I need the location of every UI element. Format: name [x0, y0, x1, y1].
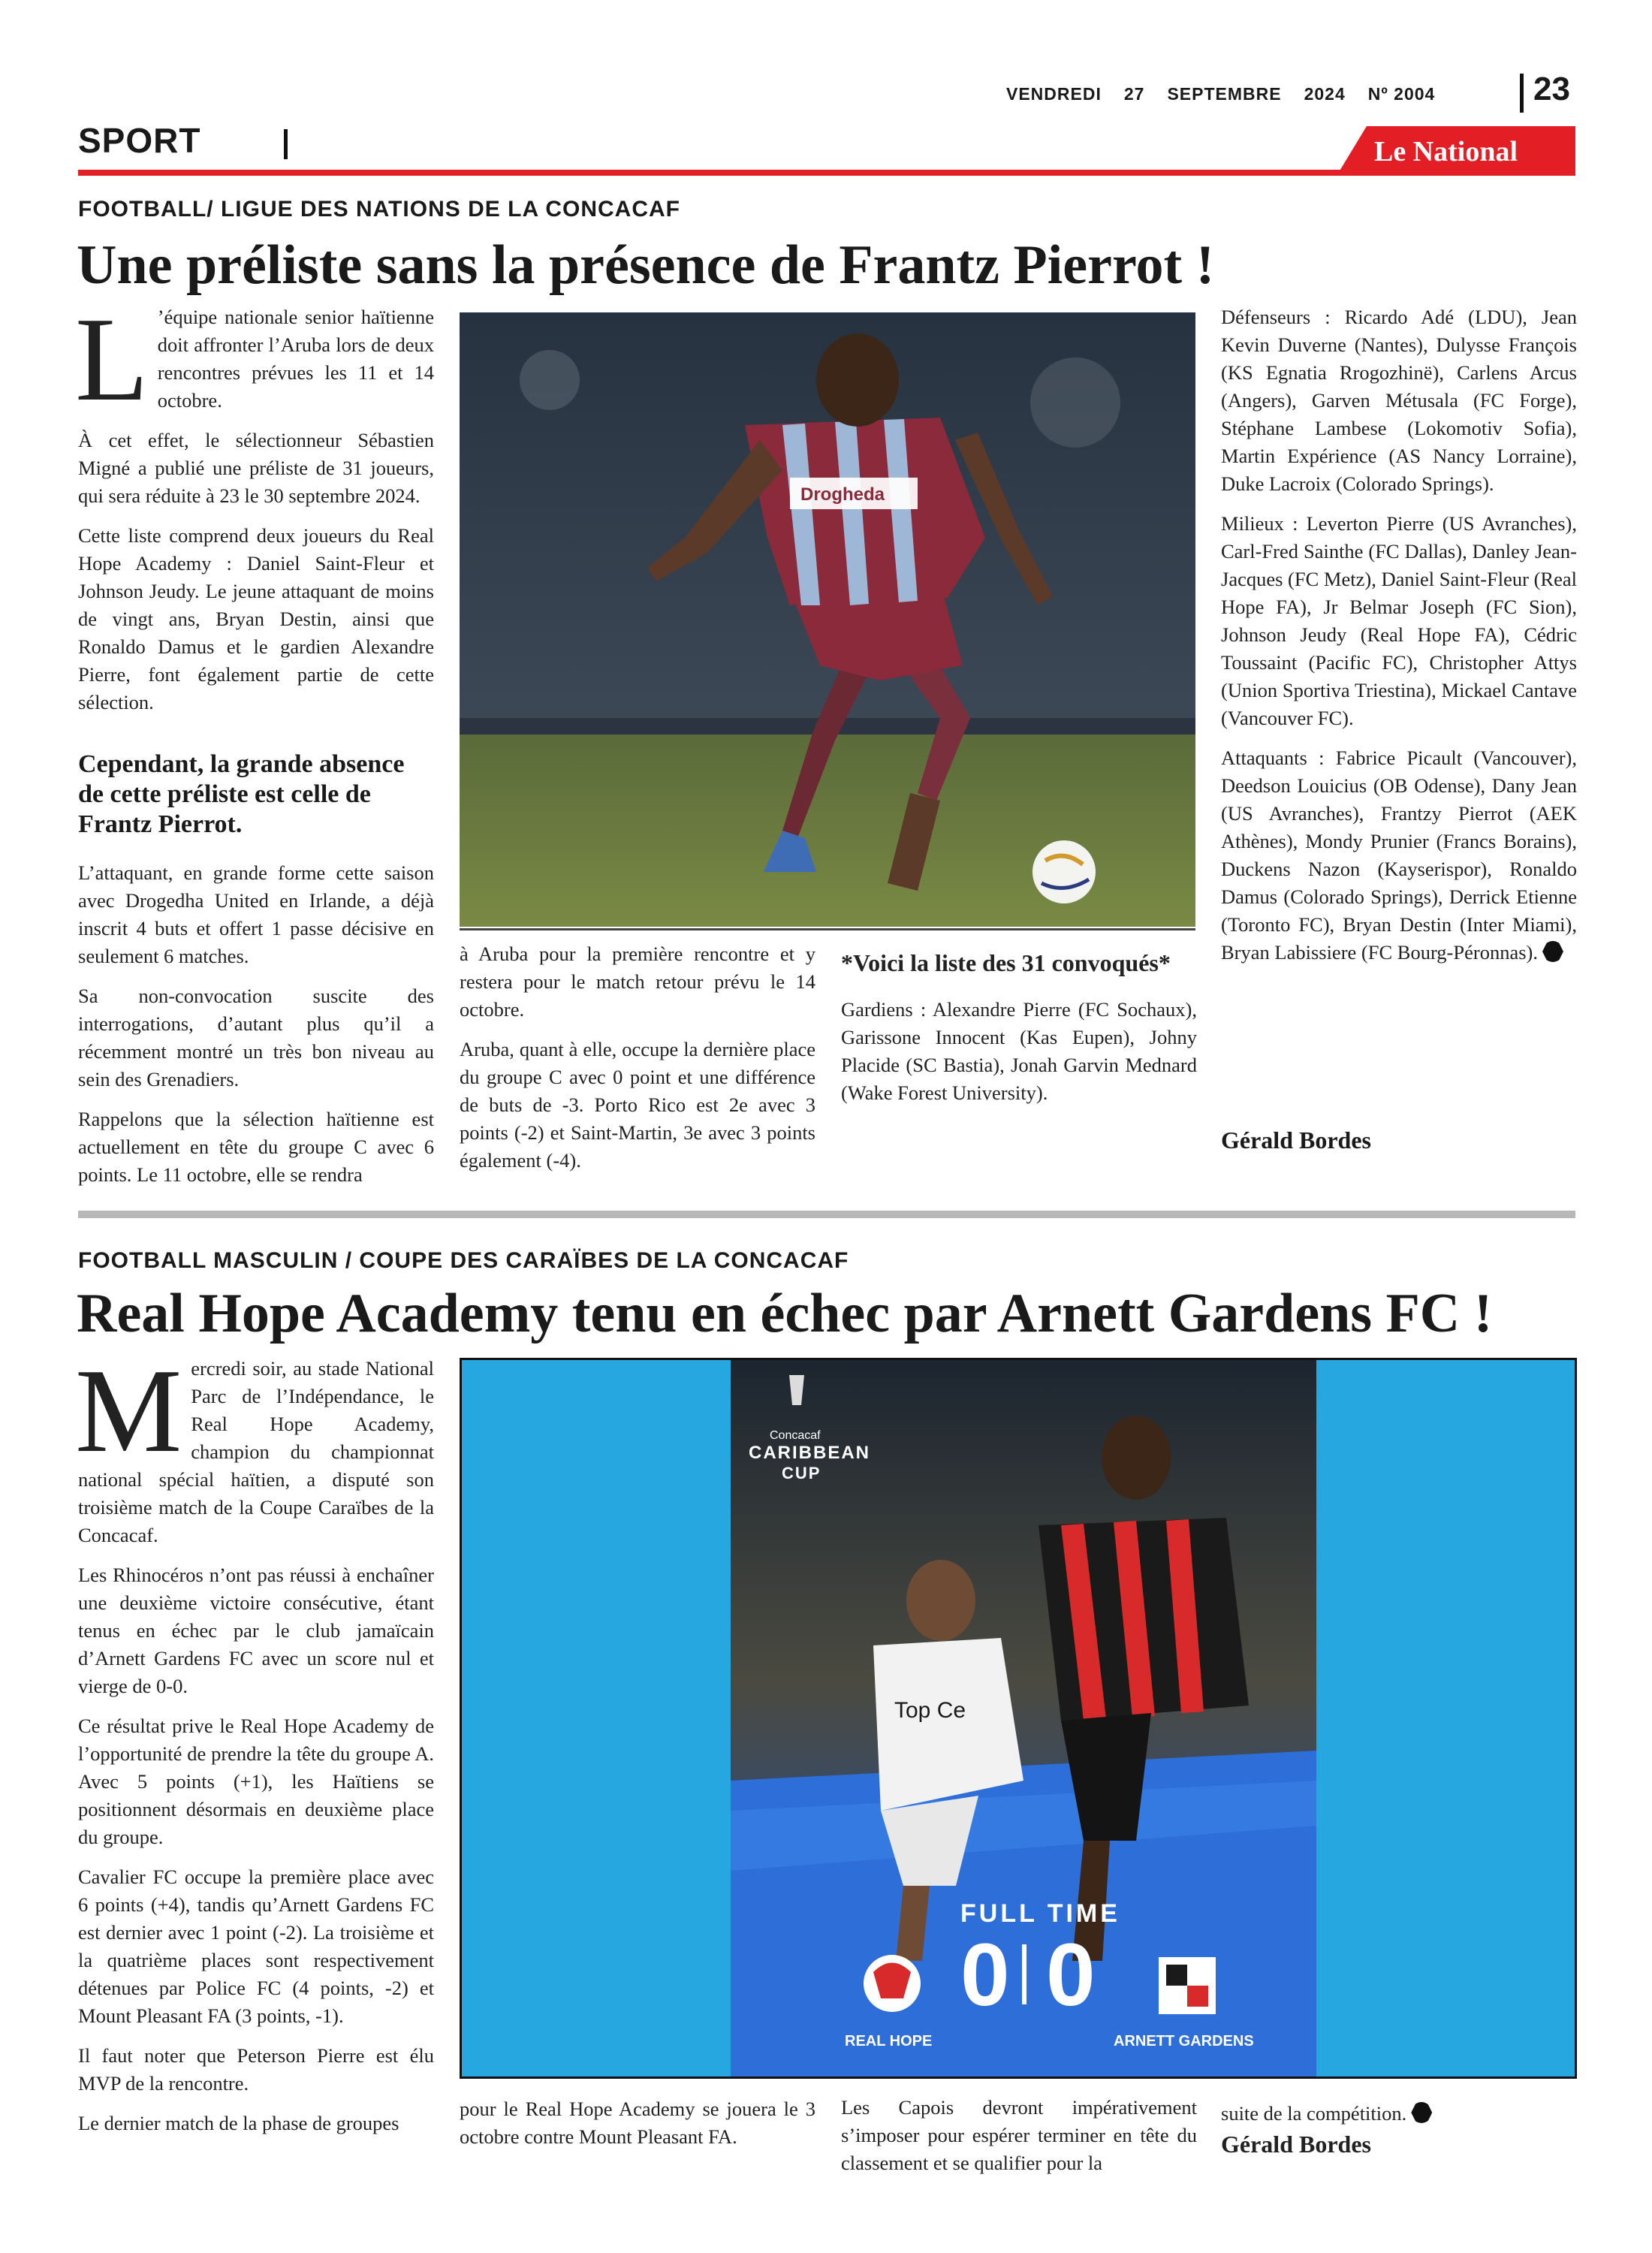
article1-paragraph-5: Sa non-convocation suscite des interrogations, d’autant plus qu’il a récemment montré un très bon niveau au sein des Grenadiers.: [78, 985, 434, 1090]
issue-month: SEPTEMBRE: [1167, 84, 1282, 104]
issue-date: [1006, 84, 1458, 104]
end-of-article-icon: [1542, 941, 1563, 962]
footballer-kicking-illustration: [460, 312, 1195, 927]
photo-caption-rule: [460, 928, 1195, 930]
article1-paragraph-1: ’équipe nationale senior haïtienne doit affronter l’Aruba lors de deux rencontres prévues les 11 et 14 octobre.: [157, 306, 434, 412]
article1-milieux: Milieux : Leverton Pierre (US Avranches), Carl-Fred Sainthe (FC Dallas), Danley Jean-Jacques (FC Metz), Daniel Saint-Fleur (Real Hope FA), Jr Belmar Joseph (FC Sion), Johnson Jeudy (Real Hope FA), Cédric Toussaint (Pacific FC), Christopher Attys (Union Sportiva Triestina), Mickael Cantave (Vancouver FC).: [1221, 512, 1577, 729]
article1-paragraph-8: Aruba, quant à elle, occupe la dernière place du groupe C avec 0 point et une différence de buts de -3. Porto Rico est 2e avec 3 points (-2) et Saint-Martin, 3e avec 3 points également (-4).: [460, 1038, 815, 1172]
article1-kicker: FOOTBALL/ LIGUE DES NATIONS DE LA CONCACAF: [78, 197, 680, 222]
poster-full-time: FULL TIME: [960, 1899, 1120, 1928]
article2-column-1: [75, 1344, 434, 2137]
section-title: SPORT: [78, 121, 201, 160]
article1-subheading: Cependant, la grande absence de cette préliste est celle de Frantz Pierrot.: [78, 750, 405, 838]
article1-title: Une préliste sans la présence de Frantz Pierrot !: [77, 234, 1215, 296]
article1-column-1: [75, 292, 434, 1189]
article2-photo: [460, 1358, 1577, 2079]
article1-paragraph-6: Rappelons que la sélection haïtienne est actuellement en tête du groupe C avec 6 points. Le 11 octobre, elle se rendra: [78, 1108, 434, 1186]
article2-author: Gérald Bordes: [1221, 2131, 1371, 2158]
article1-attaquants: Attaquants : Fabrice Picault (Vancouver), Deedson Louicius (OB Odense), Dany Jean (US Avranches), Frantzy Pierrot (AEK Athènes), Mondy Prunier (Francs Borains), Duckens Nazon (Kayserispor), Ronaldo Damus (Colorado Springs), Derrick Etienne (Toronto FC), Bryan Destin (Inter Miami), Bryan Labissiere (FC Bourg-Péronnas).: [1221, 746, 1577, 964]
article1-paragraph-2: À cet effet, le sélectionneur Sébastien Migné a publié une préliste de 31 joueurs, qui sera réduite à 23 le 30 septembre 2024.: [78, 429, 434, 507]
end-of-article-icon: [1411, 2102, 1432, 2123]
poster-team-away: ARNETT GARDENS: [1114, 2033, 1254, 2049]
article2-column-3: [841, 2094, 1197, 2189]
article1-column-4: [1221, 303, 1577, 979]
article1-defenseurs: Défenseurs : Ricardo Adé (LDU), Jean Kevin Duverne (Nantes), Dulysse François (KS Egnatia Rrogozhinë), Carlens Arcus (Angers), Garven Métusala (FC Forge), Stéphane Lambese (Lokomotiv Sofia), Martin Expérience (AS Nancy Lorraine), Duke Lacroix (Colorado Springs).: [1221, 306, 1577, 495]
poster-score-away: 0: [1046, 1926, 1096, 2025]
article2-paragraph-2: Les Rhinocéros n’ont pas réussi à enchaîner une deuxième victoire consécutive, étant tenus en échec par le club jamaïcain d’Arnett Gardens FC avec un score nul et vierge de 0-0.: [78, 1564, 434, 1697]
article2-paragraph-3: Ce résultat prive le Real Hope Academy de l’opportunité de prendre la tête du groupe A. Avec 5 points (+1), les Haïtiens se positionnent désormais en deuxième place du groupe.: [78, 1715, 434, 1848]
article2-column-2: [460, 2095, 815, 2163]
article2-title: Real Hope Academy tenu en échec par Arnett Gardens FC !: [77, 1283, 1493, 1344]
page-number: 23: [1533, 71, 1570, 107]
article-separator: [78, 1211, 1575, 1218]
article2-paragraph-8: Les Capois devront impérativement s’imposer pour espérer terminer en tête du classement et se qualifier pour la: [841, 2096, 1197, 2174]
article2-paragraph-6: Le dernier match de la phase de groupes: [78, 2112, 399, 2134]
jersey-sponsor-text: Drogheda: [800, 484, 885, 505]
article2-paragraph-7: pour le Real Hope Academy se jouera le 3 octobre contre Mount Pleasant FA.: [460, 2098, 815, 2148]
article1-gardiens: Gardiens : Alexandre Pierre (FC Sochaux), Garissone Innocent (Kas Eupen), Johny Placide (SC Bastia), Jonah Garvin Mednard (Wake Forest University).: [841, 998, 1197, 1104]
poster-brand-line1: CARIBBEAN: [749, 1443, 870, 1463]
article1-dropcap: L: [75, 292, 149, 426]
article2-paragraph-1: ercredi soir, au stade National Parc de l’Indépendance, le Real Hope Academy, champion du championnat national spécial haïtien, a disputé son troisième match de la Coupe Caraïbes de la Concacaf.: [78, 1357, 434, 1546]
poster-team-home: REAL HOPE: [845, 2033, 933, 2049]
article1-photo: [460, 312, 1195, 927]
article1-list-title: *Voici la liste des 31 convoqués*: [841, 949, 1171, 976]
brand-name: Le National: [1374, 136, 1518, 167]
section-divider: [284, 129, 288, 159]
article1-column-3: [841, 948, 1197, 1119]
article2-paragraph-9: suite de la compétition.: [1221, 2102, 1407, 2125]
poster-brand-line2: CUP: [782, 1464, 821, 1482]
article2-dropcap: M: [75, 1344, 182, 1477]
issue-number: Nº 2004: [1367, 84, 1436, 104]
article1-column-2: [460, 940, 815, 1187]
header-rule: [78, 170, 1575, 176]
article1-paragraph-3: Cette liste comprend deux joueurs du Real Hope Academy : Daniel Saint-Fleur et Johnson Jeudy. Le jeune attaquant de moins de vingt ans, Bryan Destin, ainsi que Ronaldo Damus et le gardien Alexandre Pierre, font également partie de cette sélection.: [78, 524, 434, 713]
article1-paragraph-4: L’attaquant, en grande forme cette saison avec Drogedha United en Irlande, a déjà inscrit 4 buts et offert 1 passe décisive en seulement 6 matches.: [78, 861, 434, 967]
article2-paragraph-5: Il faut noter que Peterson Pierre est élu MVP de la rencontre.: [78, 2044, 434, 2095]
article2-column-4: [1221, 2100, 1577, 2158]
match-result-poster: [731, 1360, 1316, 2077]
issue-date-number: 27: [1123, 84, 1145, 104]
page-number-divider: [1520, 74, 1524, 113]
poster-score-divider: [1022, 1944, 1026, 2004]
poster-shirt-sponsor: Top Ce: [894, 1698, 966, 1723]
issue-day: VENDREDI: [1006, 84, 1102, 104]
article2-kicker: FOOTBALL MASCULIN / COUPE DES CARAÏBES DE LA CONCACAF: [78, 1248, 849, 1273]
issue-year: 2024: [1304, 84, 1346, 104]
article2-paragraph-4: Cavalier FC occupe la première place avec 6 points (+4), tandis qu’Arnett Gardens FC est dernier avec 1 point (-2). La troisième et la quatrième places sont respectivement détenues par Police FC (4 points, -2) et Mount Pleasant FA (3 points, -1).: [78, 1865, 434, 2027]
article1-author: Gérald Bordes: [1221, 1126, 1371, 1154]
article1-paragraph-7: à Aruba pour la première rencontre et y restera pour le match retour prévu le 14 octobre.: [460, 943, 815, 1021]
poster-score-home: 0: [960, 1926, 1010, 2025]
poster-brand-small: Concacaf: [770, 1429, 821, 1442]
